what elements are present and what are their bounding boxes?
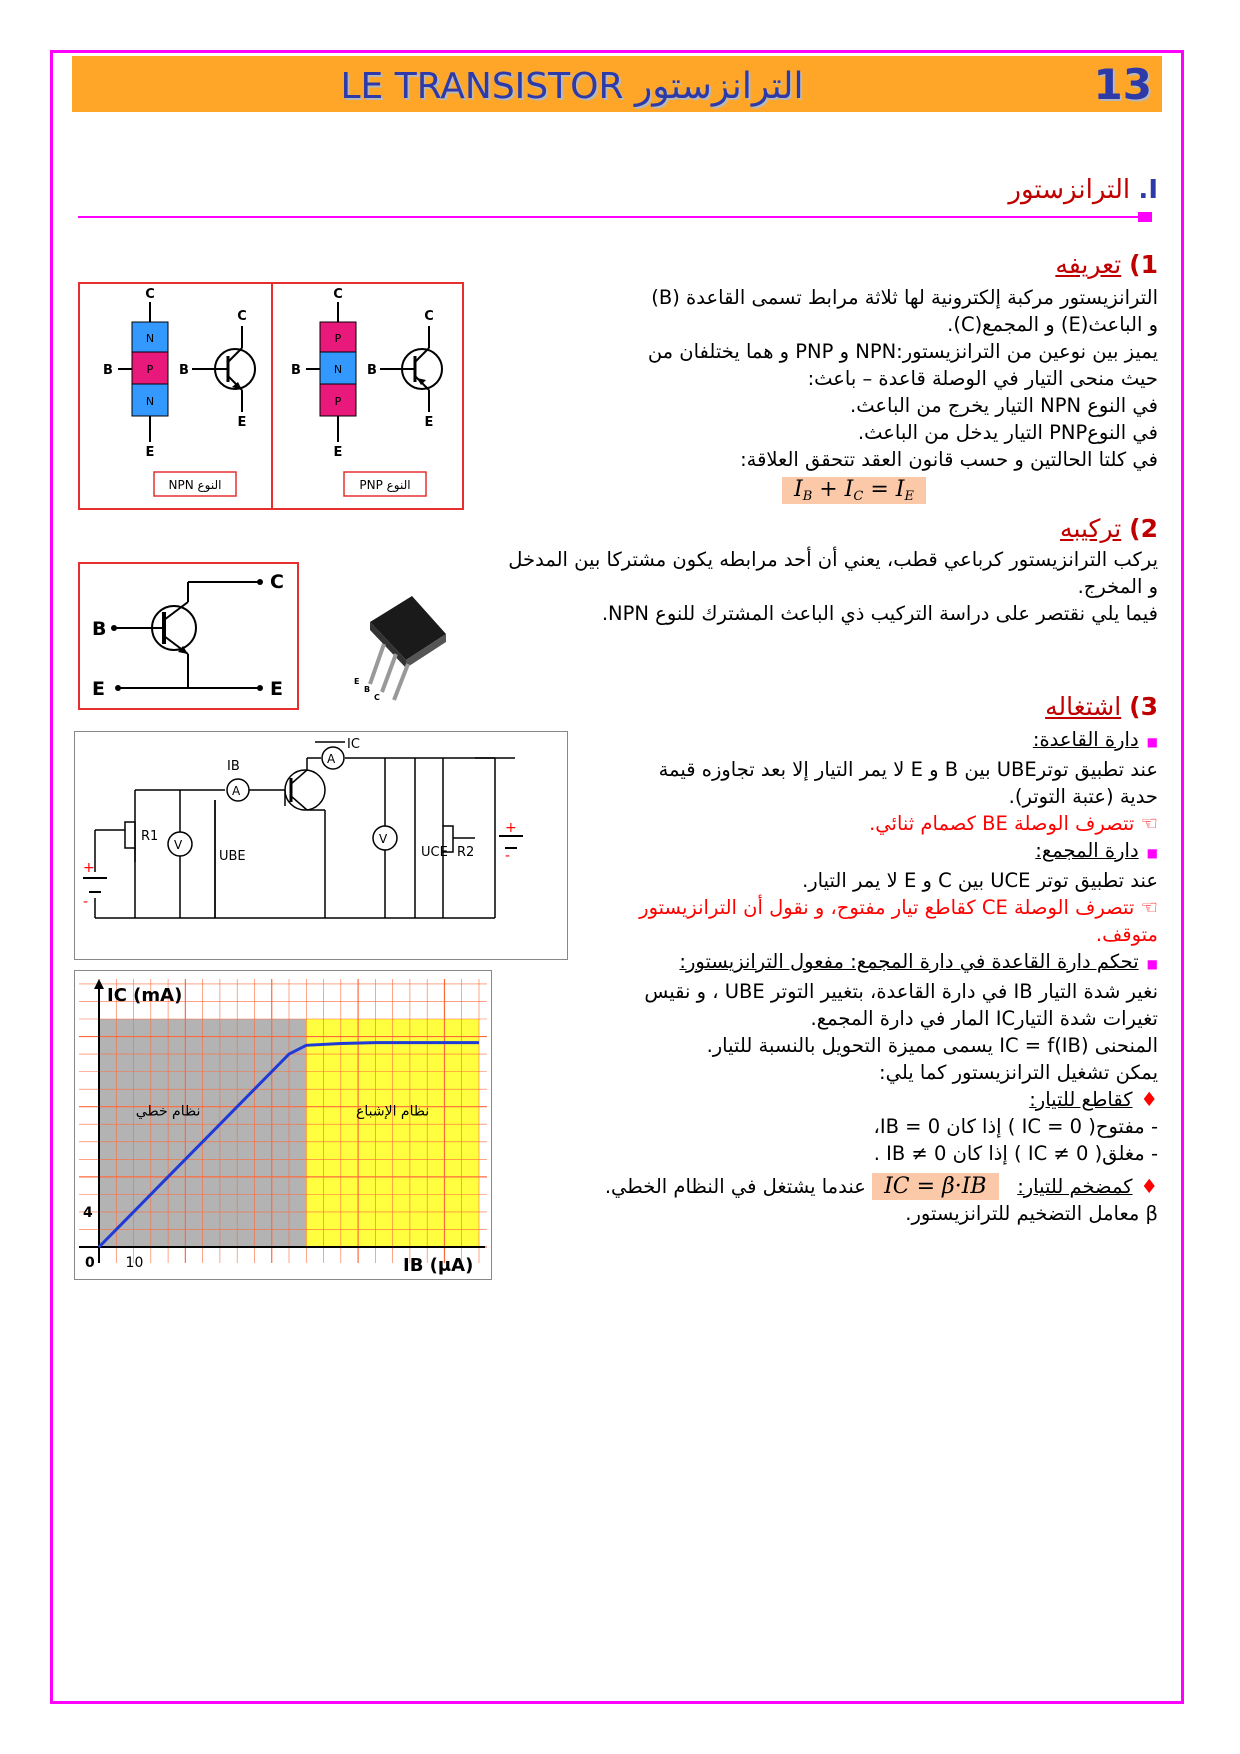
switch-closed-line: - مغلق( IC ≠ 0 ) إذا كان IB ≠ 0 . <box>873 1142 1158 1165</box>
npn-block <box>103 287 168 460</box>
pnp-symbol-b-label: B <box>367 363 377 378</box>
definition-line: في النوع NPN التيار يخرج من الباعث. <box>850 394 1158 417</box>
collector-circuit-line: عند تطبيق توتر UCE بين C و E لا يمر التيار. <box>802 869 1158 892</box>
npn-caption: النوع NPN <box>168 478 222 492</box>
quadripole-e-output-label: E <box>270 678 283 700</box>
control-line: تغيرات شدة التيارIC المار في دارة المجمع. <box>810 1007 1158 1030</box>
definition-line: يميز بين نوعين من الترانزيستور:NPN و PNP و هما يختلفان من <box>647 340 1158 363</box>
amplifier-title: كمضخم للتيار: <box>1017 1175 1133 1198</box>
npn-block-b-label: B <box>103 363 113 378</box>
x-axis-label: IB (μA) <box>403 1255 474 1276</box>
control-heading <box>578 948 1158 978</box>
subsection-3-title: اشتغاله <box>1045 692 1122 721</box>
section-rule-cap <box>1138 212 1152 222</box>
definition-line: حيث منحى التيار في الوصلة قاعدة – باعث: <box>807 367 1158 390</box>
pnp-layer-2: N <box>333 363 343 376</box>
chart-svg <box>75 971 491 1279</box>
assembly-line: و المخرج. <box>1077 575 1158 598</box>
measurement-circuit-svg <box>75 732 567 959</box>
pnp-layer-3: P <box>334 395 342 408</box>
amplifier-line: عندما يشتغل في النظام الخطي. <box>604 1175 866 1198</box>
npn-symbol-b-label: B <box>179 363 189 378</box>
linear-region-label: نظام خطي <box>135 1103 201 1120</box>
battery2-plus: + <box>505 820 517 836</box>
control-title: تحكم دارة القاعدة في دارة المجمع: مفعول الترانزيستور: <box>679 950 1139 973</box>
subsection-3-heading <box>1045 692 1158 721</box>
collector-circuit-title: دارة المجمع: <box>1035 839 1139 862</box>
pnp-block-e-label: E <box>333 445 343 460</box>
npn-symbol <box>179 309 255 430</box>
definition-line: و الباعث(E) و المجمع(C). <box>947 313 1158 336</box>
page-title: LE TRANSISTOR الترانزستور <box>340 66 804 107</box>
pointing-hand-icon: ☜ <box>1134 896 1158 919</box>
switch-open-line: - مفتوح( IC = 0 ) إذا كان IB = 0، <box>873 1115 1158 1138</box>
y-tick-label: 4 <box>83 1204 93 1221</box>
subsection-2-title: تركيبه <box>1060 514 1122 543</box>
operation-text <box>578 726 1158 1227</box>
collector-circuit-heading <box>578 837 1158 867</box>
transistor-types-figure <box>78 282 464 510</box>
switch-title: كقاطع للتيار: <box>1029 1088 1133 1111</box>
pnp-block <box>291 287 356 460</box>
x-tick-label: 0 <box>85 1255 95 1271</box>
definition-line: في كلتا الحالتين و حسب قانون العقد تتحقق العلاقة: <box>740 448 1158 471</box>
pnp-block-c-label: C <box>333 287 343 302</box>
battery2-minus: - <box>505 848 511 864</box>
assembly-line: فيما يلي نقتصر على دراسة التركيب ذي الباعث المشترك للنوع NPN. <box>601 602 1158 625</box>
subsection-1-heading <box>1055 250 1158 279</box>
assembly-line: يركب الترانزيستور كرباعي قطب، يعني أن أحد مرابطه يكون مشتركا بين المدخل <box>508 548 1158 571</box>
package-pin-e: E <box>354 677 360 686</box>
subsection-2-number: 2) <box>1129 514 1158 543</box>
npn-layer-3: N <box>145 395 155 408</box>
pointing-hand-icon: ☜ <box>1134 812 1158 835</box>
battery1-plus: + <box>83 860 95 876</box>
transistor-types-svg <box>80 284 462 508</box>
base-circuit-heading <box>578 726 1158 756</box>
package-pin-b: B <box>364 685 371 694</box>
collector-circuit-note <box>578 894 1158 948</box>
base-circuit-note-text: تتصرف الوصلة BE كصمام ثنائي. <box>869 812 1135 835</box>
current-ib-label: IB <box>227 759 240 774</box>
pnp-caption: النوع PNP <box>359 478 411 492</box>
current-ic-label: IC <box>347 737 360 752</box>
pnp-symbol-c-label: C <box>424 309 434 324</box>
voltmeter-uce-label: V <box>379 832 388 846</box>
diamond-bullet-icon: ♦ <box>1140 1175 1158 1198</box>
base-circuit-line: حدية (عتبة التوتر). <box>1008 785 1158 808</box>
subsection-1-title: تعريفه <box>1055 250 1122 279</box>
transfer-characteristic-chart <box>74 970 492 1280</box>
definition-line: في النوعPNP التيار يدخل من الباعث. <box>857 421 1158 444</box>
voltage-uce-label: UCE <box>421 845 448 860</box>
definition-text <box>538 284 1158 473</box>
transistor-package-illustration <box>350 592 460 702</box>
amplifier-formula: IC = β·IB <box>872 1173 999 1200</box>
ammeter-ic-label: A <box>327 752 336 766</box>
square-bullet-icon: ■ <box>1146 957 1158 971</box>
npn-block-e-label: E <box>145 445 155 460</box>
control-line: نغير شدة التيار IB في دارة القاعدة، بتغيير التوتر UBE ، و نقيس <box>644 980 1158 1003</box>
node-law-formula-text: $I_B + I_C = I_E$ <box>782 477 926 504</box>
npn-layer-1: N <box>145 332 155 345</box>
battery1-minus: - <box>83 894 89 910</box>
quadripole-b-label: B <box>92 618 107 640</box>
y-axis-label: IC (mA) <box>107 985 183 1006</box>
x-tick-label: 10 <box>125 1255 144 1271</box>
collector-circuit-note-text: تتصرف الوصلة CE كقاطع تيار مفتوح، و نقول أن الترانزيستور متوقف. <box>639 896 1158 946</box>
common-emitter-svg <box>80 564 297 708</box>
quadripole-c-label: C <box>270 571 284 593</box>
package-pin-c: C <box>374 693 380 702</box>
resistor-r1-label: R1 <box>141 829 159 844</box>
control-line: يمكن تشغيل الترانزيستور كما يلي: <box>879 1061 1158 1084</box>
voltage-ube-label: UBE <box>219 849 246 864</box>
pnp-layer-1: P <box>334 332 342 345</box>
npn-block-c-label: C <box>145 287 155 302</box>
resistor-r2-label: R2 <box>457 845 475 860</box>
section-heading <box>1008 175 1158 205</box>
pnp-symbol <box>367 309 442 430</box>
diamond-bullet-icon: ♦ <box>1140 1088 1158 1111</box>
measurement-circuit-figure <box>74 731 568 960</box>
subsection-1-number: 1) <box>1129 250 1158 279</box>
square-bullet-icon: ■ <box>1146 735 1158 749</box>
section-rule <box>78 216 1150 218</box>
square-bullet-icon: ■ <box>1146 846 1158 860</box>
chapter-number: 13 <box>1093 60 1152 109</box>
amplifier-heading <box>578 1173 1158 1200</box>
subsection-2-heading <box>1060 514 1158 543</box>
control-line: المنحنى IC = f(IB) يسمى مميزة التحويل بالنسبة للتيار. <box>706 1034 1158 1057</box>
definition-line: الترانزيستور مركبة إلكترونية لها ثلاثة مرابط تسمى القاعدة (B) <box>651 286 1158 309</box>
base-circuit-note <box>578 810 1158 837</box>
switch-heading <box>578 1086 1158 1113</box>
title-bar <box>72 56 1162 112</box>
common-emitter-figure <box>78 562 299 710</box>
ammeter-ib-label: A <box>232 784 241 798</box>
assembly-text <box>398 546 1158 627</box>
section-number: I. <box>1138 175 1158 205</box>
npn-symbol-e-label: E <box>237 415 247 430</box>
npn-layer-2: P <box>146 363 154 376</box>
base-circuit-line: عند تطبيق توترUBE بين B و E لا يمر التيار إلا بعد تجاوزه قيمة <box>658 758 1158 781</box>
npn-symbol-c-label: C <box>237 309 247 324</box>
pnp-symbol-e-label: E <box>424 415 434 430</box>
voltmeter-ube-label: V <box>174 838 183 852</box>
section-title: الترانزستور <box>1008 175 1131 205</box>
subsection-3-number: 3) <box>1129 692 1158 721</box>
pnp-block-b-label: B <box>291 363 301 378</box>
base-circuit-title: دارة القاعدة: <box>1032 728 1139 751</box>
beta-line: β معامل التضخيم للترانزيستور. <box>905 1202 1158 1225</box>
node-law-formula <box>782 477 926 504</box>
saturation-region-label: نظام الإشباع <box>356 1103 430 1120</box>
quadripole-e-input-label: E <box>92 678 105 700</box>
